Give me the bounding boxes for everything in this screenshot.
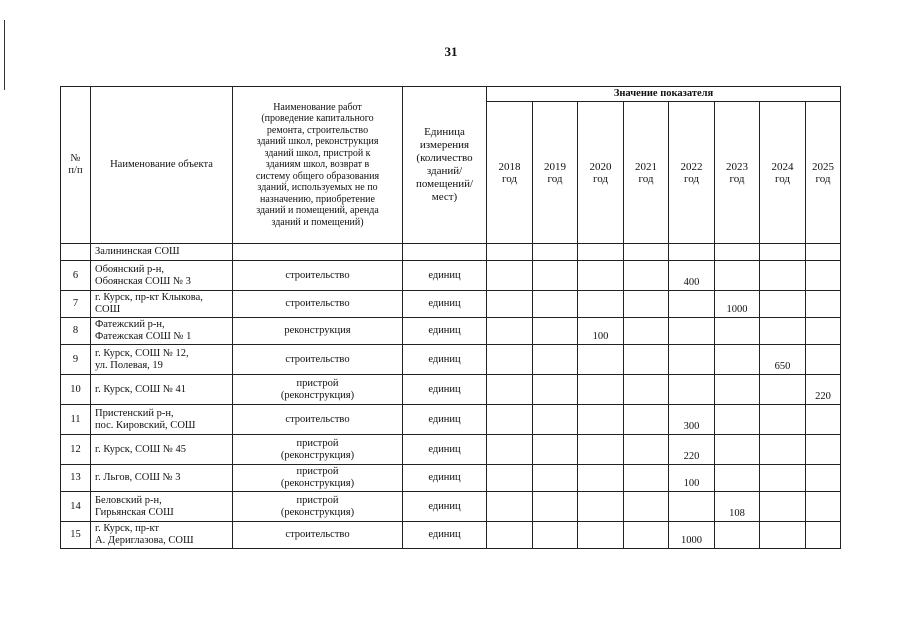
year-value-2019 <box>533 318 578 345</box>
work-type: реконструкция <box>233 318 403 345</box>
year-value-2024 <box>760 465 806 492</box>
year-value-2020 <box>578 244 624 261</box>
year-value-2019 <box>533 465 578 492</box>
year-value-2021 <box>624 261 669 291</box>
year-value-2020: 100 <box>578 318 624 345</box>
unit: единиц <box>403 405 487 435</box>
year-value-2019 <box>533 492 578 522</box>
header-year-1: 2019 год <box>533 102 578 244</box>
table-row <box>61 345 841 375</box>
row-number: 11 <box>61 405 91 435</box>
header-row-group <box>61 87 841 102</box>
object-name: г. Курск, пр-кт А. Дериглазова, СОШ <box>91 522 233 549</box>
header-num: № п/п <box>61 87 91 244</box>
year-value-2020 <box>578 435 624 465</box>
year-value-2021 <box>624 318 669 345</box>
year-value-2018 <box>487 492 533 522</box>
page-number: 31 <box>444 44 458 59</box>
object-name: Обоянский р-н, Обоянская СОШ № 3 <box>91 261 233 291</box>
year-value-2021 <box>624 291 669 318</box>
unit <box>403 244 487 261</box>
header-year-4: 2022 год <box>669 102 715 244</box>
unit: единиц <box>403 492 487 522</box>
year-value-2025 <box>806 522 841 549</box>
year-value-2022 <box>669 318 715 345</box>
year-value-2018 <box>487 261 533 291</box>
year-value-2021 <box>624 465 669 492</box>
object-name: Беловский р-н, Гирьянская СОШ <box>91 492 233 522</box>
year-value-2025: 220 <box>806 375 841 405</box>
work-type: строительство <box>233 345 403 375</box>
year-value-2024 <box>760 492 806 522</box>
year-value-2020 <box>578 261 624 291</box>
work-type: пристрой (реконструкция) <box>233 465 403 492</box>
work-type <box>233 244 403 261</box>
year-value-2025 <box>806 492 841 522</box>
header-works: Наименование работ (проведение капитального ремонта, строительство зданий школ, реконструкция зданий школ, пристрой к зданиям школ, возврат в систему общего образования зданий, используемых не по назначению, приобретение зданий и помещений, аренда зданий и помещений) <box>233 87 403 244</box>
work-type: строительство <box>233 405 403 435</box>
work-type: строительство <box>233 522 403 549</box>
year-value-2024 <box>760 405 806 435</box>
year-value-2023 <box>715 345 760 375</box>
header-year-5: 2023 год <box>715 102 760 244</box>
year-value-2018 <box>487 244 533 261</box>
year-value-2022: 300 <box>669 405 715 435</box>
table-row <box>61 375 841 405</box>
header-year-0: 2018 год <box>487 102 533 244</box>
year-value-2021 <box>624 522 669 549</box>
year-value-2022 <box>669 492 715 522</box>
header-unit: Единица измерения (количество зданий/ помещений/ мест) <box>403 87 487 244</box>
row-number: 12 <box>61 435 91 465</box>
year-value-2024 <box>760 522 806 549</box>
work-type: пристрой (реконструкция) <box>233 492 403 522</box>
year-value-2023 <box>715 522 760 549</box>
unit: единиц <box>403 522 487 549</box>
row-number: 7 <box>61 291 91 318</box>
year-value-2025 <box>806 405 841 435</box>
year-value-2020 <box>578 522 624 549</box>
row-number: 13 <box>61 465 91 492</box>
work-type: пристрой (реконструкция) <box>233 375 403 405</box>
year-value-2019 <box>533 345 578 375</box>
year-value-2024 <box>760 318 806 345</box>
year-value-2024 <box>760 291 806 318</box>
year-value-2020 <box>578 465 624 492</box>
year-value-2018 <box>487 522 533 549</box>
year-value-2020 <box>578 291 624 318</box>
year-value-2019 <box>533 435 578 465</box>
table-row <box>61 261 841 291</box>
year-value-2025 <box>806 345 841 375</box>
table-row <box>61 522 841 549</box>
year-value-2019 <box>533 522 578 549</box>
year-value-2020 <box>578 345 624 375</box>
header-year-2: 2020 год <box>578 102 624 244</box>
row-number: 8 <box>61 318 91 345</box>
year-value-2022: 400 <box>669 261 715 291</box>
year-value-2022 <box>669 345 715 375</box>
indicator-table <box>60 86 841 549</box>
header-year-6: 2024 год <box>760 102 806 244</box>
year-value-2022 <box>669 244 715 261</box>
row-number: 10 <box>61 375 91 405</box>
row-number: 9 <box>61 345 91 375</box>
year-value-2024: 650 <box>760 345 806 375</box>
year-value-2025 <box>806 291 841 318</box>
year-value-2019 <box>533 375 578 405</box>
year-value-2023: 108 <box>715 492 760 522</box>
year-value-2019 <box>533 261 578 291</box>
object-name: г. Курск, СОШ № 45 <box>91 435 233 465</box>
year-value-2024 <box>760 244 806 261</box>
table-row <box>61 244 841 261</box>
year-value-2023 <box>715 435 760 465</box>
object-name: Пристенский р-н, пос. Кировский, СОШ <box>91 405 233 435</box>
year-value-2021 <box>624 244 669 261</box>
header-year-7: 2025 год <box>806 102 841 244</box>
year-value-2025 <box>806 318 841 345</box>
year-value-2019 <box>533 244 578 261</box>
unit: единиц <box>403 261 487 291</box>
year-value-2023 <box>715 405 760 435</box>
year-value-2024 <box>760 261 806 291</box>
object-name: г. Льгов, СОШ № 3 <box>91 465 233 492</box>
object-name: г. Курск, СОШ № 41 <box>91 375 233 405</box>
year-value-2024 <box>760 435 806 465</box>
year-value-2023 <box>715 261 760 291</box>
table-row <box>61 492 841 522</box>
work-type: строительство <box>233 291 403 318</box>
object-name: Фатежский р-н, Фатежская СОШ № 1 <box>91 318 233 345</box>
year-value-2020 <box>578 375 624 405</box>
year-value-2025 <box>806 465 841 492</box>
margin-rule <box>4 20 5 90</box>
table-row <box>61 465 841 492</box>
year-value-2018 <box>487 435 533 465</box>
year-value-2018 <box>487 291 533 318</box>
row-number: 15 <box>61 522 91 549</box>
year-value-2023 <box>715 244 760 261</box>
year-value-2023 <box>715 465 760 492</box>
year-value-2019 <box>533 291 578 318</box>
year-value-2019 <box>533 405 578 435</box>
table-row <box>61 291 841 318</box>
year-value-2018 <box>487 318 533 345</box>
unit: единиц <box>403 291 487 318</box>
object-name: Залининская СОШ <box>91 244 233 261</box>
year-value-2021 <box>624 375 669 405</box>
header-year-3: 2021 год <box>624 102 669 244</box>
year-value-2025 <box>806 244 841 261</box>
unit: единиц <box>403 345 487 375</box>
year-value-2020 <box>578 492 624 522</box>
row-number <box>61 244 91 261</box>
year-value-2025 <box>806 261 841 291</box>
header-object: Наименование объекта <box>91 87 233 244</box>
table-row <box>61 405 841 435</box>
row-number: 6 <box>61 261 91 291</box>
year-value-2021 <box>624 435 669 465</box>
year-value-2021 <box>624 492 669 522</box>
year-value-2022: 220 <box>669 435 715 465</box>
work-type: пристрой (реконструкция) <box>233 435 403 465</box>
year-value-2022: 100 <box>669 465 715 492</box>
table-row <box>61 435 841 465</box>
unit: единиц <box>403 318 487 345</box>
row-number: 14 <box>61 492 91 522</box>
year-value-2024 <box>760 375 806 405</box>
year-value-2022: 1000 <box>669 522 715 549</box>
work-type: строительство <box>233 261 403 291</box>
table-body <box>61 244 841 549</box>
year-value-2023 <box>715 375 760 405</box>
year-value-2025 <box>806 435 841 465</box>
year-value-2023: 1000 <box>715 291 760 318</box>
year-value-2021 <box>624 405 669 435</box>
unit: единиц <box>403 375 487 405</box>
year-value-2018 <box>487 345 533 375</box>
year-value-2018 <box>487 465 533 492</box>
year-value-2018 <box>487 405 533 435</box>
table-row <box>61 318 841 345</box>
object-name: г. Курск, СОШ № 12, ул. Полевая, 19 <box>91 345 233 375</box>
year-value-2023 <box>715 318 760 345</box>
year-value-2022 <box>669 291 715 318</box>
object-name: г. Курск, пр-кт Клыкова, СОШ <box>91 291 233 318</box>
unit: единиц <box>403 465 487 492</box>
year-value-2018 <box>487 375 533 405</box>
header-indicator-group: Значение показателя <box>487 87 841 102</box>
year-value-2021 <box>624 345 669 375</box>
year-value-2020 <box>578 405 624 435</box>
year-value-2022 <box>669 375 715 405</box>
unit: единиц <box>403 435 487 465</box>
